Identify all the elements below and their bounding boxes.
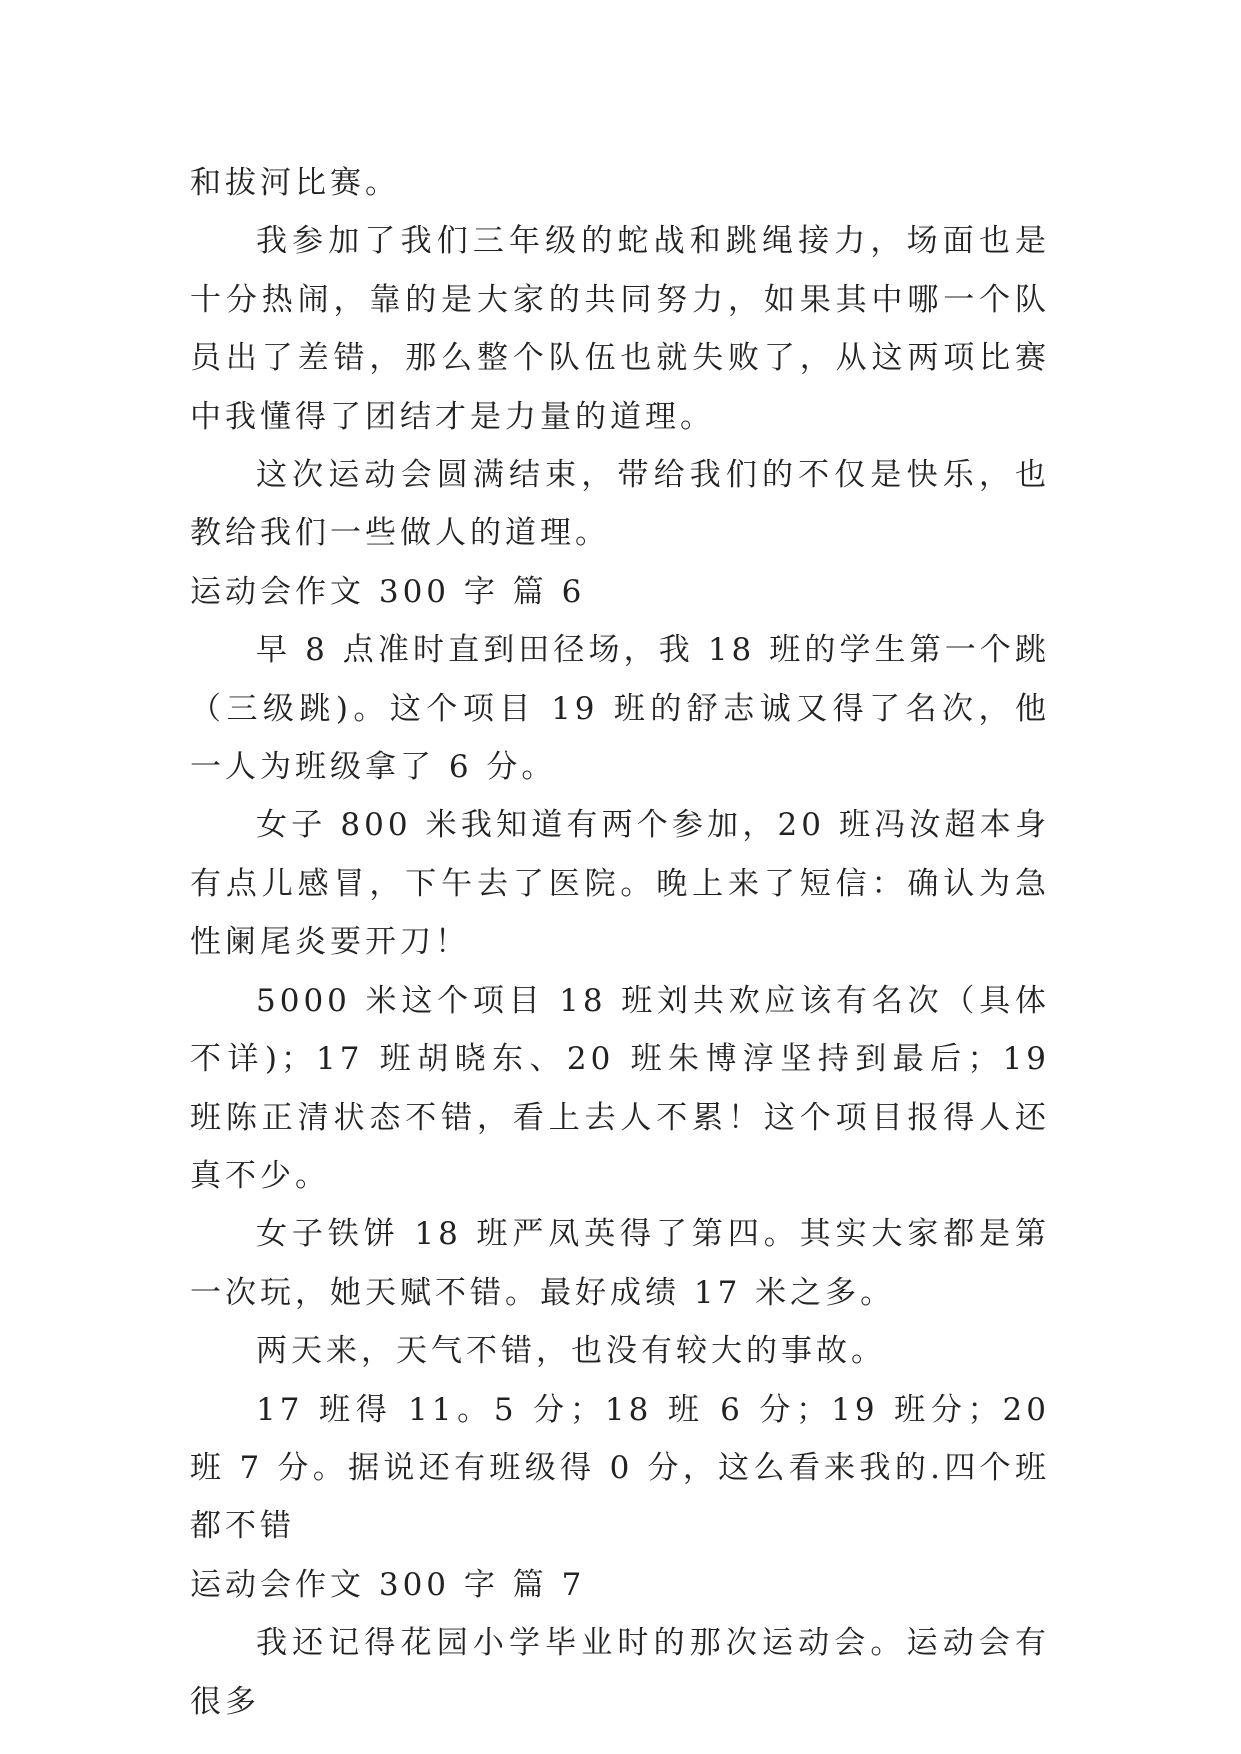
paragraph: 17 班得 11。5 分；18 班 6 分；19 班分；20 班 7 分。据说还有班级得 0 分，这么看来我的.四个班都不错 bbox=[190, 1391, 1050, 1545]
section-heading: 运动会作文 300 字 篇 6 bbox=[190, 573, 586, 610]
paragraph: 我参加了我们三年级的蛇战和跳绳接力，场面也是十分热闹，靠的是大家的共同努力，如果其中哪一个队员出了差错，那么整个队伍也就失败了，从这两项比赛中我懂得了团结才是力量的道理。 bbox=[190, 223, 1050, 435]
paragraph: 两天来，天气不错，也没有较大的事故。 bbox=[256, 1333, 886, 1370]
section-heading: 运动会作文 300 字 篇 7 bbox=[190, 1566, 586, 1603]
paragraph: 这次运动会圆满结束，带给我们的不仅是快乐，也教给我们一些做人的道理。 bbox=[190, 457, 1050, 552]
paragraph: 我还记得花园小学毕业时的那次运动会。运动会有很多 bbox=[190, 1625, 1050, 1720]
paragraph: 女子铁饼 18 班严凤英得了第四。其实大家都是第一次玩，她天赋不错。最好成绩 17 米之多。 bbox=[190, 1216, 1050, 1311]
document-body bbox=[190, 154, 1050, 1731]
paragraph: 5000 米这个项目 18 班刘共欢应该有名次（具体不详)；17 班胡晓东、20 班朱博淳坚持到最后；19 班陈正清状态不错，看上去人不累！这个项目报得人还真不少。 bbox=[190, 982, 1050, 1194]
paragraph: 女子 800 米我知道有两个参加，20 班冯汝超本身有点儿感冒，下午去了医院。晚上来了短信：确认为急性阑尾炎要开刀！ bbox=[190, 807, 1050, 961]
paragraph: 早 8 点准时直到田径场，我 18 班的学生第一个跳（三级跳)。这个项目 19 班的舒志诚又得了名次，他一人为班级拿了 6 分。 bbox=[190, 632, 1050, 786]
paragraph: 和拔河比赛。 bbox=[190, 165, 400, 201]
